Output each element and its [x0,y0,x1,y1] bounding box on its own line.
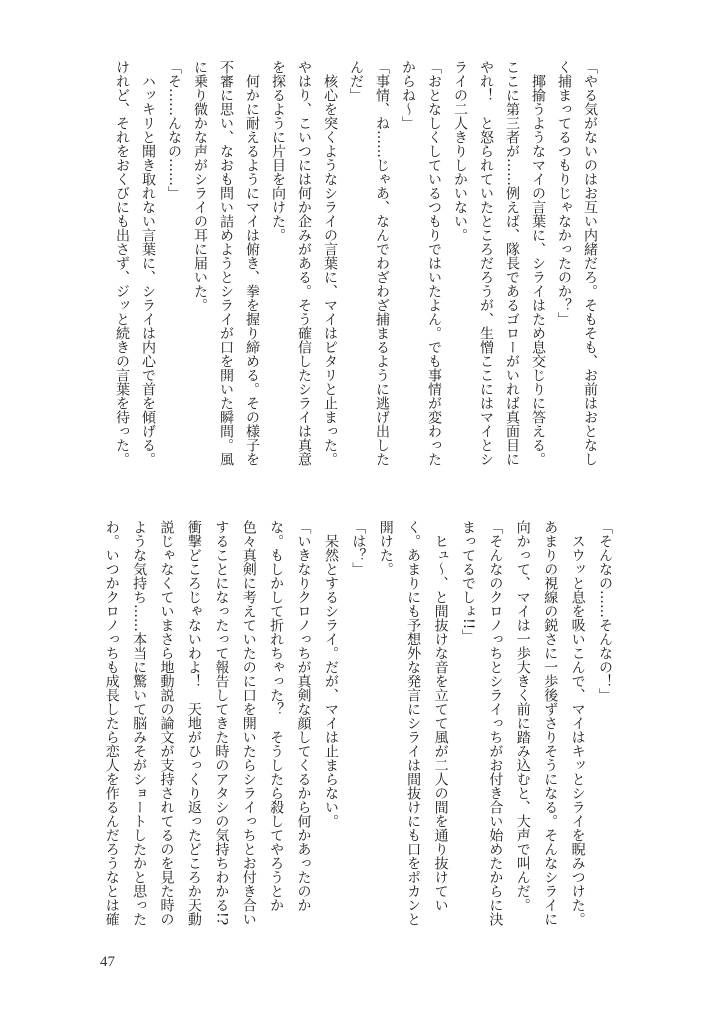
text-line: ここに第三者が……例えば、隊長であるゴローがいれば真面目に [504,60,520,466]
text-line: 「いきなりクロノっちが真剣な顔してくるから何かあったのか [295,520,312,912]
text-line: からね～」 [400,60,416,130]
page-number: 47 [100,954,115,970]
text-line: な。もしかして折れちゃった？ そうしたら殺してやろうとか [268,520,285,912]
text-line: 「は？」 [350,520,367,576]
text-line: 揶揄うようなマイの言葉に、シライはため息交じりに答える。 [530,60,546,466]
text-line: することになったって報告してきた時のアタシの気持ちわかる!? [213,520,230,926]
text-line: 説じゃなくていまさら地動説の論文が支持されてるのを見た時の [158,520,175,926]
text-line: く捕まってるつもりじゃなかったのか？」 [556,60,572,326]
text-line: 不審に思い、なおも問い詰めようとシライが口を開いた瞬間。風 [218,60,234,466]
text-line: 「そ……んなの……」 [166,60,182,200]
text-line: やれ！ と怒られていたところだろうが、生憎ここにはマイとシ [478,60,494,466]
text-line: く。あまりにも予想外な発言にシライは間抜けにも口をポカンと [405,520,422,926]
text-line: ライの二人きりしかいない。 [452,60,468,242]
text-line: 「おとなしくしているつもりではいたよん。でも事情が変わった [426,60,442,466]
text-line: やはり、こいつには何か企みがある。そう確信したシライは真意 [296,60,312,466]
text-line: けれど、それをおくびにも出さず、ジッと続きの言葉を待った。 [114,60,130,466]
text-line: 核心を突くようなシライの言葉に、マイはピタリと止まった。 [322,60,338,466]
text-line: 向かって、マイは一歩大きく前に踏み込むと、大声で叫んだ。 [514,520,531,912]
text-line: 衝撃どころじゃないわよ！ 天地がひっくり返ったどころか天動 [185,520,202,926]
text-line: あまりの視線の鋭さに一歩後ずさりそうになる。そんなシライに [542,520,559,926]
text-line: 「事情、ね……じゃあ、なんでわざわざ捕まるように逃げ出した [374,60,390,466]
text-line: 「そんなのクロノっちとシライっちがお付き合い始めたからに決 [487,520,504,926]
text-line: ような気持ち……本当に驚いて脳みそがショートしたかと思った [131,520,148,926]
upper-text-block [109,60,603,480]
text-line: 「やる気がないのはお互い内緒だろ。そもそも、お前はおとなし [582,60,598,466]
lower-text-block [97,520,618,940]
text-line: スウッと息を吸いこんで、マイはキッとシライを睨みつけた。 [569,520,586,926]
text-line: わ。いつかクロノっちも成長したら恋人を作るんだろうなとは確 [103,520,120,926]
text-line: 呆然とするシライ。だが、マイは止まらない。 [322,520,339,828]
text-line: に乗り微かな声がシライの耳に届いた。 [192,60,208,312]
text-line: ハッキリと聞き取れない言葉に、シライは内心で首を傾げる。 [140,60,156,466]
text-line: 開けた。 [377,520,394,576]
text-line: ヒュ～、と間抜けな音を立てて風が二人の間を通り抜けてい [432,520,449,912]
text-line: まってるでしょ!!」 [459,520,476,644]
text-line: 何かに耐えるようにマイは俯き、拳を握り締める。その様子を [244,60,260,466]
text-line: を探るように片目を向けた。 [270,60,286,242]
text-line: 「そんなの……そんなの！」 [597,520,613,702]
text-line: んだ」 [348,60,364,102]
text-line: 色々真剣に考えていたのに口を開いたらシライっちとお付き合い [240,520,257,926]
